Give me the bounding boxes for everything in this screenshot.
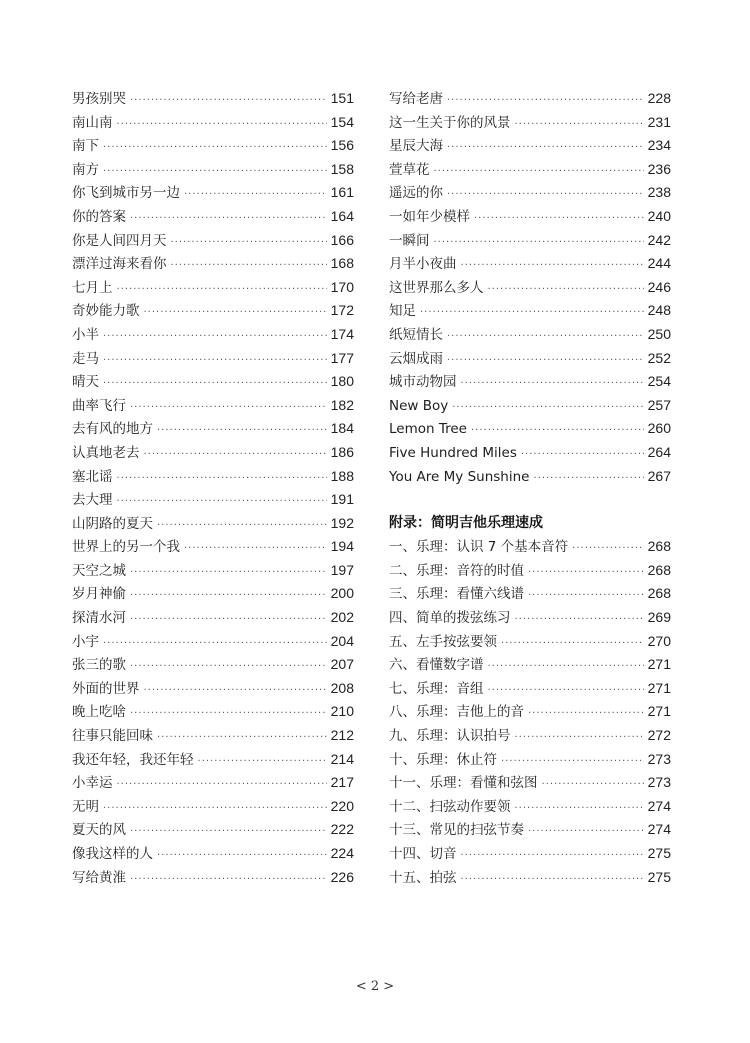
toc-entry-title: 天空之城 [72,562,126,579]
toc-entry[interactable] [72,181,354,205]
appendix-entries [389,535,671,889]
dot-leader [144,301,327,325]
dot-leader [144,443,327,467]
toc-entry-title: 往事只能回味 [72,728,153,745]
dot-leader [434,231,644,255]
dot-leader [488,679,644,703]
dot-leader [528,702,644,726]
toc-entry-title: You Are My Sunshine [389,468,530,485]
toc-entry-title: 一如年少模样 [389,208,470,225]
dot-leader [461,372,644,396]
toc-entry[interactable] [72,700,354,724]
toc-entry-title: 山阴路的夏天 [72,515,153,532]
toc-entry-page: 161 [330,184,354,201]
toc-entry[interactable] [389,465,671,489]
toc-entry-page: 271 [647,703,671,720]
toc-entry-page: 268 [647,585,671,602]
dot-leader [157,844,327,868]
dot-leader [117,113,327,137]
toc-entry[interactable] [72,370,354,394]
toc-entry-page: 200 [330,585,354,602]
toc-entry-title: 岁月神偷 [72,586,126,603]
toc-entry-page: 226 [330,868,354,885]
toc-entry-title: 这世界那么多人 [389,279,484,296]
dot-leader [117,773,327,797]
toc-entry-title: 小宇 [72,633,99,650]
toc-entry[interactable] [72,87,354,111]
toc-entry-page: 214 [330,750,354,767]
toc-entry[interactable] [389,653,671,677]
dot-leader [420,301,644,325]
toc-entry[interactable] [72,748,354,772]
toc-entry[interactable] [389,252,671,276]
toc-right-entries [389,87,671,488]
toc-entry-title: 七、乐理：音组 [389,680,484,697]
toc-entry[interactable] [389,370,671,394]
toc-entry-page: 166 [330,231,354,248]
toc-entry-page: 228 [647,90,671,106]
dot-leader [488,278,644,302]
toc-entry-title: 写给黄淮 [72,869,126,886]
dot-leader [144,679,327,703]
toc-entry-title: 曲率飞行 [72,397,126,414]
toc-entry-page: 234 [647,137,671,154]
toc-entry-title: 十一、乐理：看懂和弦图 [389,775,538,792]
dot-leader [461,868,644,892]
toc-entry-title: 认真地老去 [72,444,140,461]
toc-entry-title: 十、乐理：休止符 [389,751,497,768]
dot-leader [157,726,327,750]
dot-leader [103,349,327,373]
toc-entry-page: 271 [647,656,671,673]
toc-entry-title: 知足 [389,303,416,320]
dot-leader [130,207,327,231]
toc-entry[interactable] [389,630,671,654]
toc-entry[interactable] [72,724,354,748]
toc-entry-title: 塞北谣 [72,468,113,485]
toc-entry-page: 220 [330,797,354,814]
dot-leader [117,490,327,514]
toc-entry-page: 177 [330,349,354,366]
dot-leader [184,537,327,561]
toc-entry-title: 我还年轻，我还年轻 [72,751,194,768]
dot-leader [103,372,327,396]
toc-entry-title: 像我这样的人 [72,846,153,862]
toc-entry-title: 一、乐理：认识 7 个基本音符 [389,539,569,556]
toc-entry[interactable] [72,866,354,890]
dot-leader [130,561,327,585]
dot-leader [447,136,644,160]
dot-leader [130,584,327,608]
toc-entry-page: 180 [330,373,354,390]
toc-entry-page: 207 [330,656,354,673]
toc-entry[interactable] [72,158,354,182]
toc-entry[interactable] [389,87,671,111]
dot-leader [103,797,327,821]
toc-entry-title: 遥远的你 [389,185,443,202]
toc-entry-page: 248 [647,302,671,319]
toc-entry-title: 男孩别哭 [72,91,126,107]
toc-entry[interactable] [389,700,671,724]
toc-entry[interactable] [389,559,671,583]
toc-entry-page: 151 [330,90,354,106]
toc-entry-page: 264 [647,443,671,460]
toc-entry[interactable] [72,771,354,795]
toc-entry-page: 224 [330,845,354,861]
dot-leader [461,254,644,278]
toc-entry[interactable] [72,559,354,583]
dot-leader [434,160,644,184]
toc-entry-page: 272 [647,727,671,744]
dot-leader [130,396,327,420]
toc-entry-title: 南方 [72,161,99,178]
toc-entry-page: 257 [647,396,671,413]
toc-entry[interactable] [72,205,354,229]
toc-entry[interactable] [72,512,354,536]
toc-entry-title: 探清水河 [72,610,126,627]
toc-entry-title: 外面的世界 [72,680,140,697]
toc-entry-page: 217 [330,774,354,791]
dot-leader [103,325,327,349]
toc-entry-title: 晚上吃啥 [72,704,126,721]
toc-entry[interactable] [389,347,671,371]
dot-leader [471,419,644,443]
toc-entry[interactable] [389,677,671,701]
toc-entry-page: 236 [647,160,671,177]
toc-entry[interactable] [389,818,671,842]
toc-entry-page: 197 [330,561,354,578]
toc-entry-page: 174 [330,325,354,342]
toc-entry-title: 去大理 [72,492,113,509]
dot-leader [501,750,644,774]
toc-entry-title: 这一生关于你的风景 [389,114,511,131]
toc-entry-title: 云烟成雨 [389,350,443,367]
toc-entry[interactable] [389,724,671,748]
toc-entry[interactable] [389,606,671,630]
dot-leader [447,89,644,113]
toc-entry-title: 奇妙能力歌 [72,303,140,320]
toc-entry-page: 267 [647,467,671,484]
toc-entry-page: 170 [330,278,354,295]
toc-entry-title: 走马 [72,350,99,367]
dot-leader [528,820,644,844]
toc-entry[interactable] [72,677,354,701]
toc-entry-page: 156 [330,137,354,154]
toc-entry[interactable] [72,252,354,276]
toc-entry[interactable] [389,276,671,300]
dot-leader [488,655,644,679]
dot-leader [474,207,644,231]
toc-entry-title: 四、简单的拨弦练习 [389,610,511,627]
dot-leader [542,773,644,797]
toc-entry-title: New Boy [389,397,449,414]
toc-entry-title: 张三的歌 [72,657,126,674]
toc-entry-title: 小幸运 [72,775,113,792]
toc-entry-title: 写给老唐 [389,91,443,107]
toc-entry-page: 188 [330,467,354,484]
toc-entry-page: 192 [330,514,354,531]
toc-entry[interactable] [389,748,671,772]
toc-entry-page: 158 [330,160,354,177]
toc-left-column [72,87,354,889]
toc-entry[interactable] [72,134,354,158]
toc-entry-page: 231 [647,113,671,130]
toc-entry-title: 二、乐理：音符的时值 [389,562,524,579]
toc-entry[interactable] [72,323,354,347]
toc-entry[interactable] [72,630,354,654]
toc-entry-title: 一瞬间 [389,232,430,249]
dot-leader [447,349,644,373]
toc-entry-page: 240 [647,207,671,224]
appendix-heading: 附录：简明吉他乐理速成 [389,514,543,531]
toc-entry-page: 164 [330,207,354,224]
toc-entry-title: 五、左手按弦要领 [389,633,497,650]
toc-entry[interactable] [389,842,671,866]
toc-entry-title: Five Hundred Miles [389,444,517,461]
toc-entry-page: 222 [330,821,354,838]
toc-entry[interactable] [389,229,671,253]
toc-entry[interactable] [389,181,671,205]
toc-entry-page: 244 [647,255,671,272]
dot-leader [515,726,644,750]
toc-entry-page: 154 [330,113,354,130]
toc-entry-page: 204 [330,632,354,649]
toc-entry-page: 194 [330,538,354,555]
dot-leader [130,820,327,844]
toc-entry[interactable] [389,441,671,465]
toc-entry-title: 七月上 [72,279,113,296]
toc-entry[interactable] [72,582,354,606]
dot-leader [447,183,644,207]
toc-entry[interactable] [389,394,671,418]
dot-leader [515,608,644,632]
dot-leader [461,844,644,868]
toc-entry[interactable] [72,347,354,371]
toc-entry-title: 八、乐理：吉他上的音 [389,704,524,721]
toc-entry-title: 九、乐理：认识拍号 [389,728,511,745]
toc-entry[interactable] [389,158,671,182]
dot-leader [501,632,644,656]
toc-entry-title: 萱草花 [389,161,430,178]
toc-entry-title: Lemon Tree [389,421,467,438]
dot-leader [130,655,327,679]
toc-entry-page: 210 [330,703,354,720]
toc-entry-page: 269 [647,609,671,626]
toc-entry-page: 238 [647,184,671,201]
dot-leader [130,89,327,113]
toc-entry[interactable] [72,229,354,253]
toc-entry-page: 250 [647,325,671,342]
toc-entry[interactable] [72,111,354,135]
toc-entry-page: 191 [330,491,354,508]
dot-leader [515,113,644,137]
toc-entry[interactable] [72,818,354,842]
toc-entry-page: 273 [647,750,671,767]
toc-entry-page: 184 [330,420,354,437]
toc-entry[interactable] [72,417,354,441]
toc-entry-title: 无明 [72,798,99,815]
dot-leader [157,514,327,538]
dot-leader [117,467,327,491]
dot-leader [198,750,327,774]
dot-leader [103,160,327,184]
toc-entry-title: 六、看懂数字谱 [389,657,484,674]
toc-entry[interactable] [72,653,354,677]
toc-entry-page: 273 [647,774,671,791]
toc-entry-page: 246 [647,278,671,295]
toc-entry-page: 270 [647,632,671,649]
toc-entry-title: 十二、扫弦动作要领 [389,798,511,815]
toc-entry-title: 你飞到城市另一边 [72,185,180,202]
toc-entry[interactable] [389,866,671,890]
toc-entry[interactable] [389,771,671,795]
dot-leader [130,608,327,632]
toc-entry-title: 晴天 [72,374,99,391]
toc-entry-title: 南下 [72,138,99,155]
dot-leader [184,183,327,207]
toc-entry-page: 268 [647,538,671,555]
toc-entry-title: 三、乐理：看懂六线谱 [389,586,524,603]
toc-entry[interactable] [72,394,354,418]
dot-leader [452,396,643,420]
toc-entry-title: 十五、拍弦 [389,869,457,886]
dot-leader [171,231,327,255]
toc-entry[interactable] [389,205,671,229]
toc-entry-title: 星辰大海 [389,138,443,155]
toc-entry-page: 252 [647,349,671,366]
toc-entry-title: 夏天的风 [72,822,126,839]
toc-entry-title: 十三、常见的扫弦节奏 [389,822,524,839]
toc-entry-title: 你是人间四月天 [72,232,167,249]
toc-entry-title: 小半 [72,326,99,343]
toc-entry-page: 202 [330,609,354,626]
dot-leader [171,254,327,278]
toc-entry-title: 世界上的另一个我 [72,539,180,556]
toc-entry-page: 208 [330,679,354,696]
toc-entry[interactable] [72,441,354,465]
dot-leader [157,419,327,443]
toc-entry-title: 十四、切音 [389,846,457,862]
toc-entry-page: 242 [647,231,671,248]
section-spacer [389,488,671,512]
page-number: < 2 > [355,979,395,994]
dot-leader [572,537,643,561]
dot-leader [528,584,644,608]
toc-entry[interactable] [389,111,671,135]
toc-entry[interactable] [389,417,671,441]
dot-leader [103,136,327,160]
toc-entry[interactable] [389,134,671,158]
toc-entry[interactable] [72,606,354,630]
toc-entry-title: 城市动物园 [389,374,457,391]
toc-entry[interactable] [389,323,671,347]
dot-leader [521,443,644,467]
toc-entry-page: 260 [647,420,671,437]
dot-leader [117,278,327,302]
dot-leader [533,467,643,491]
toc-entry-page: 275 [647,845,671,861]
toc-entry[interactable] [389,795,671,819]
toc-entry-title: 你的答案 [72,208,126,225]
toc-entry-page: 268 [647,561,671,578]
toc-entry[interactable] [72,842,354,866]
toc-entry[interactable] [389,582,671,606]
toc-entry-page: 274 [647,797,671,814]
toc-entry-page: 254 [647,373,671,390]
dot-leader [130,868,327,892]
toc-entry-page: 172 [330,302,354,319]
toc-entry-page: 186 [330,443,354,460]
toc-entry-title: 漂洋过海来看你 [72,256,167,273]
toc-entry[interactable] [72,465,354,489]
toc-entry-title: 去有风的地方 [72,421,153,438]
toc-entry-page: 275 [647,868,671,885]
toc-entry-page: 274 [647,821,671,838]
toc-entry[interactable] [72,299,354,323]
toc-entry-title: 纸短情长 [389,326,443,343]
toc-entry-title: 月半小夜曲 [389,256,457,273]
toc-entry-title: 南山南 [72,114,113,131]
toc-right-column [389,87,671,889]
dot-leader [103,632,327,656]
toc-entry-page: 182 [330,396,354,413]
toc-entry[interactable] [389,535,671,559]
toc-entry[interactable] [72,795,354,819]
dot-leader [515,797,644,821]
dot-leader [447,325,644,349]
toc-entry-page: 271 [647,679,671,696]
toc-entry[interactable] [389,299,671,323]
toc-entry[interactable] [72,535,354,559]
toc-entry[interactable] [72,276,354,300]
toc-entry-page: 168 [330,255,354,272]
toc-entry[interactable] [72,488,354,512]
dot-leader [130,702,327,726]
dot-leader [528,561,644,585]
toc-entry-page: 212 [330,727,354,744]
